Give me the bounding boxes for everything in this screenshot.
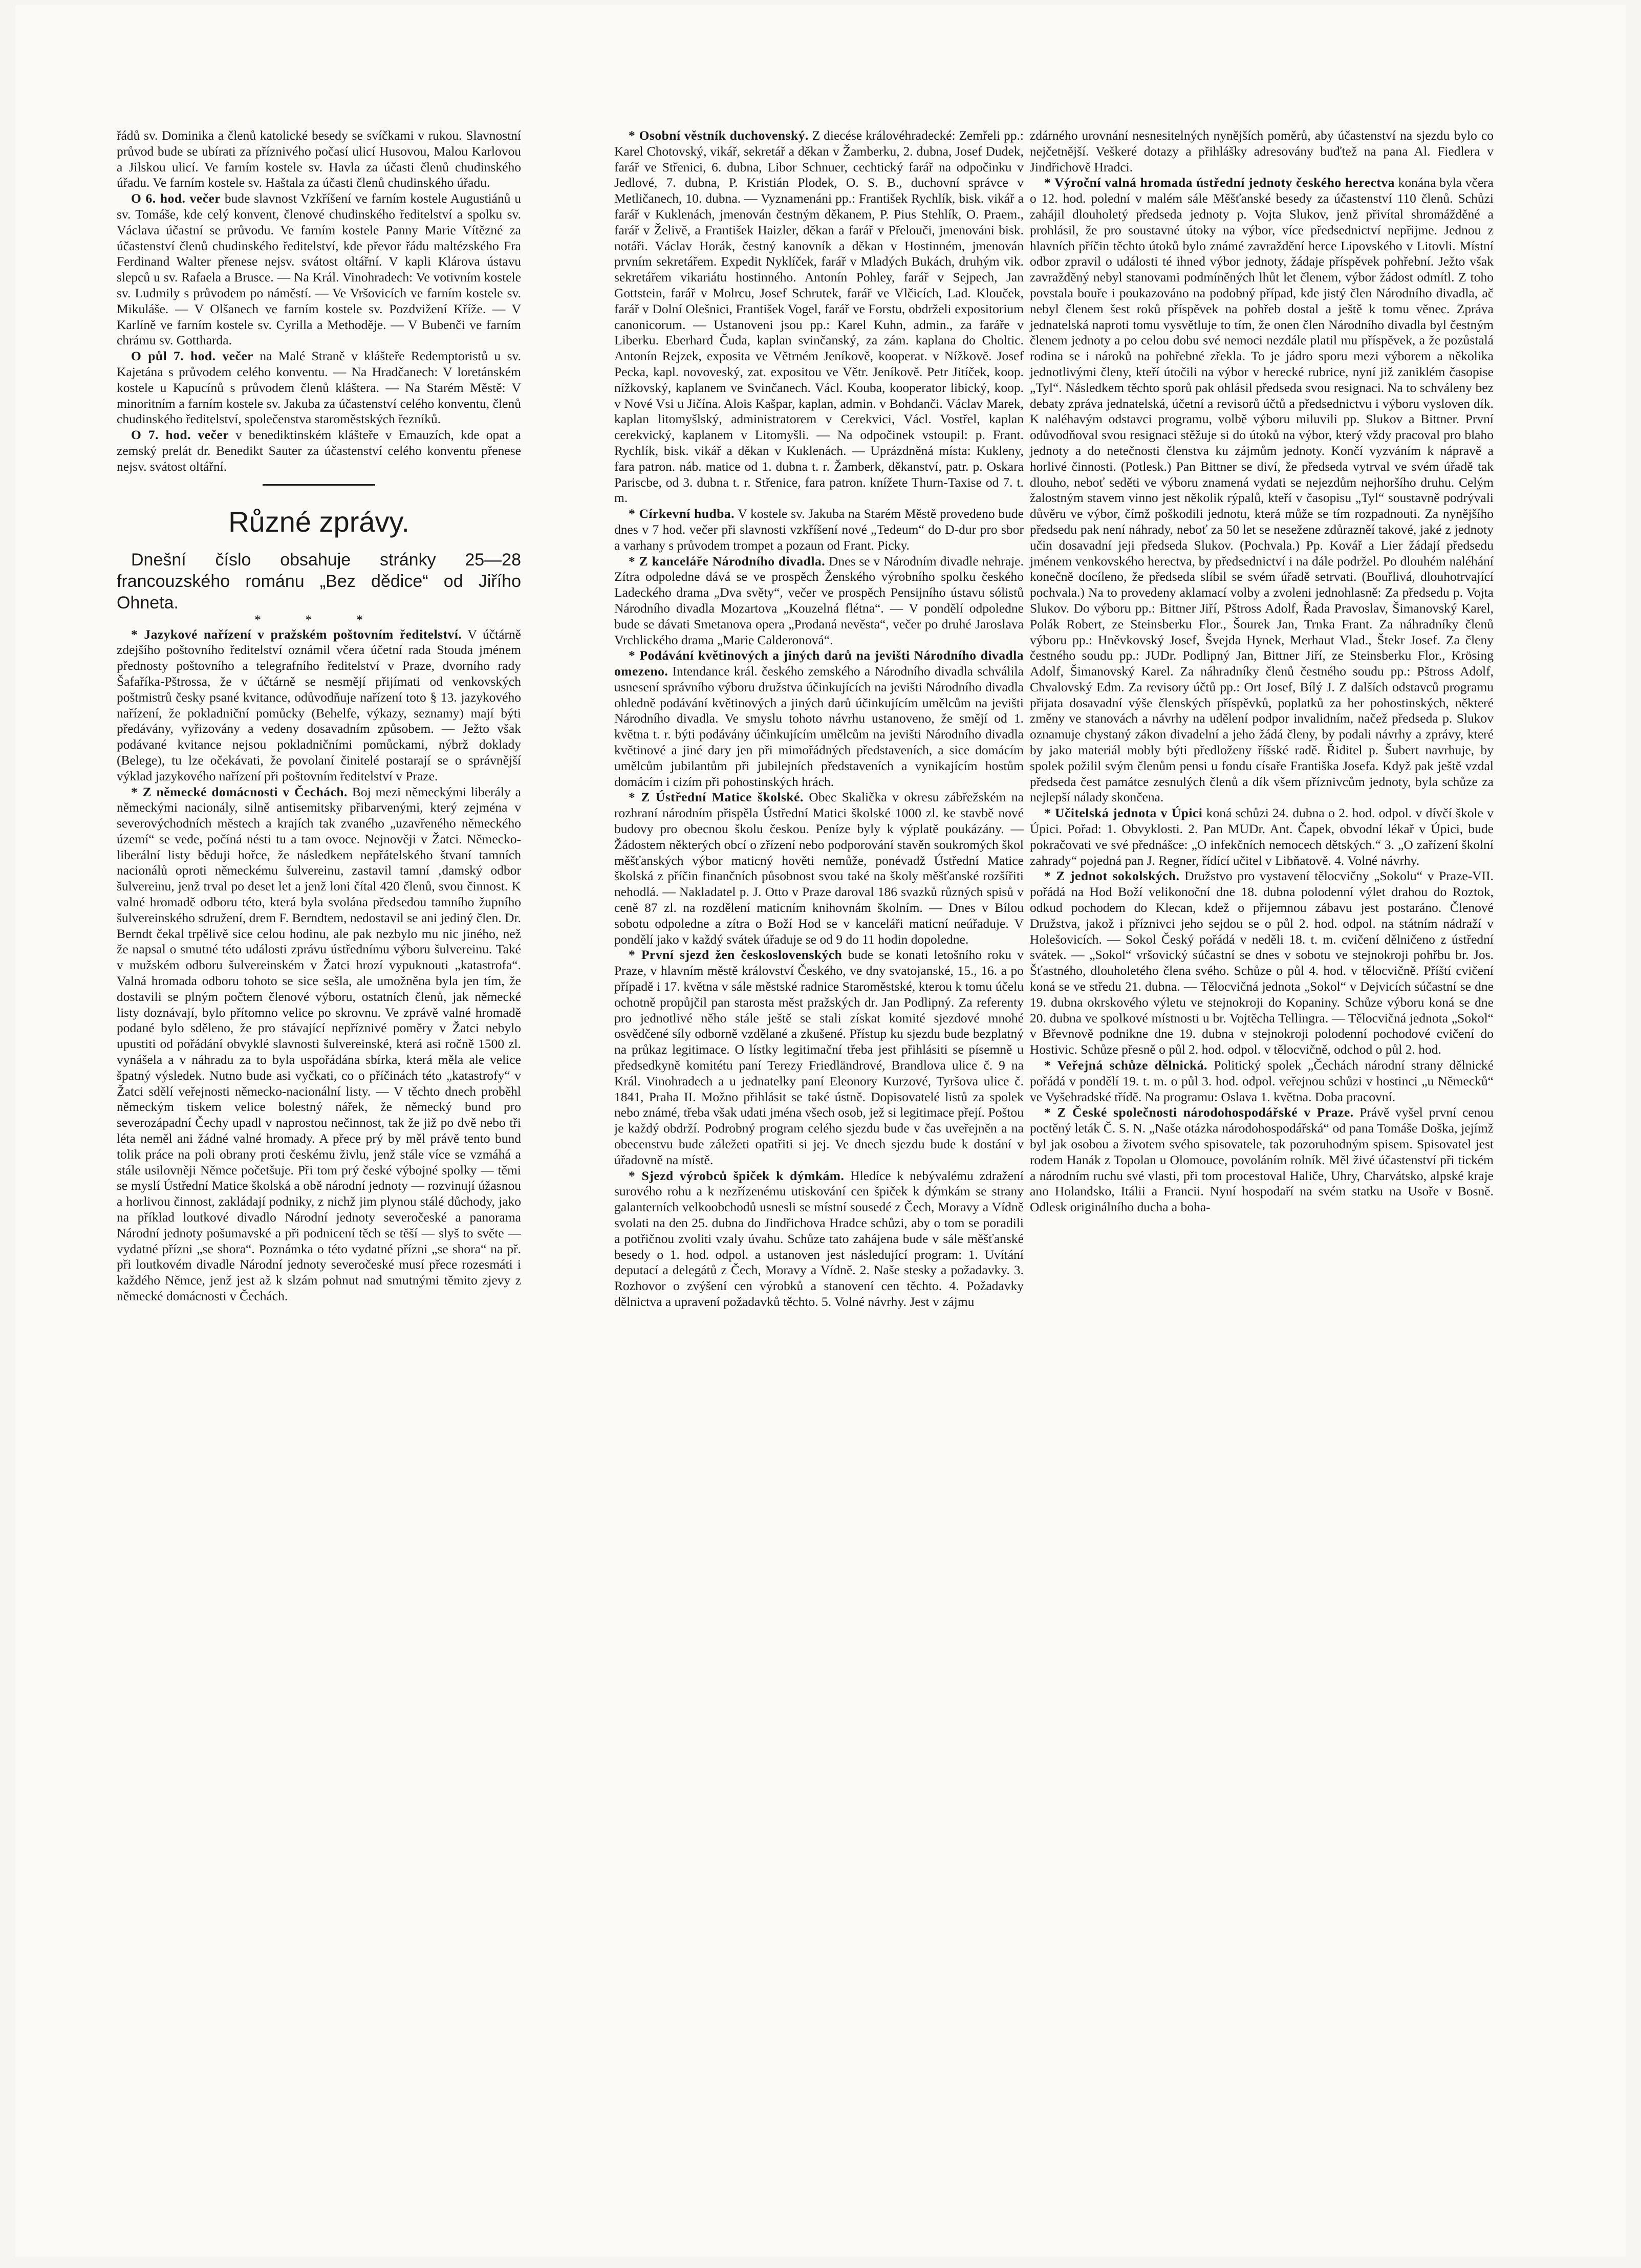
paragraph-heading: * Výroční valná hromada ústřední jednoty českého herectva — [1044, 175, 1395, 190]
paragraph-heading: * Osobní věstník duchovenský. — [629, 128, 809, 143]
paragraph-heading: * Z německé domácnosti v Čechách. — [131, 784, 348, 799]
paragraph-heading: * Podávání květinových a jiných darů na jevišti Národního divadla omezeno. — [614, 648, 1024, 679]
paragraph-heading: * Veřejná schůze dělnická. — [1044, 1058, 1207, 1073]
section-title: Různé zprávy. — [228, 505, 409, 538]
lead-paragraph: Dnešní číslo obsahuje stránky 25—28 francouzského románu „Bez dědice“ od Jiřího Ohneta. — [117, 550, 521, 613]
paragraph-heading: * Církevní hudba. — [629, 506, 735, 521]
paragraph-heading: * Učitelská jednota v Úpici — [1044, 805, 1203, 821]
paragraph: * Z kanceláře Národního divadla. Dnes se v Národním divadle nehraje. Zítra odpoledne dává se ve prospěch Ženského výrobního spolku českého Ladeckého drama „Dva světy“, večer ve prospěch Pensijního ústavu sólistů Národního divadla Mozartova „Kouzelná flétna“. — V pondělí odpoledne bude se dávati Smetanova opera „Prodaná nevěsta“, večer po druhé Jaroslava Vrchlického drama „Marie Calderonová“. — [614, 553, 1024, 647]
divider — [263, 484, 375, 486]
paragraph-heading: * První sjezd žen československých — [629, 947, 843, 963]
paragraph-heading: O 7. hod. večer — [131, 427, 229, 443]
paragraph: * Veřejná schůze dělnická. Politický spolek „Čechách národní strany dělnické pořádá v pondělí 19. t. m. o půl 3. hod. odpol. veřejnou schůzi v hostinci „u Německů“ ve Vyšehradské třídě. Na programu: Oslava 1. května. Doba pracovní. — [1030, 1058, 1494, 1104]
paragraph: * První sjezd žen československých bude se konati letošního roku v Praze, v hlavním městě království Českého, ve dny svatojanské, 15., 16. a po případě i 17. května v sále městské radnice Staroměstské, kterou k tomu účelu ochotně propůjčil pan starosta měst pražských dr. Jan Podlipný. Za referenty pro jednotlivé něho stále ještě se stali získat komité sjezdové mnohé osvědčené síly odborně vzdělané a zkušené. Přístup ku sjezdu bude bezplatný na průkaz legitimace. O lístky legitimační třeba jest přihlásiti se písemně u předsedkyně komitétu paní Terezy Friedländrové, Brandlova ulice č. 9 na Král. Vinohradech a u jednatelky paní Eleonory Kurzové, Tyršova ulice č. 1841, Praha II. Možno přihlásit se také ústně. Dopisovatelé listů za spolek nebo známé, třeba však udati jména všech osob, jež si legitimace přejí. Poštou je každý obdrží. Podrobný program celého sjezdu bude v čas uveřejněn a na obecenstvu bude záležeti opatřiti si jej. Ve dnech sjezdu bude k dostání v úřadovně na místě. — [614, 947, 1024, 1167]
paragraph-heading: * Z jednot sokolských. — [1044, 868, 1180, 884]
column-left — [117, 128, 521, 1304]
paragraph: * Církevní hudba. V kostele sv. Jakuba na Starém Městě provedeno bude dnes v 7 hod. večer při slavnosti vzkříšení nové „Tedeum“ do D-dur pro sbor a varhany s průvodem trompet a pozaun od Frant. Picky. — [614, 506, 1024, 553]
separator-stars: * * * — [254, 612, 383, 627]
paragraph-heading: * Jazykové nařízení v pražském poštovním ředitelství. — [131, 626, 462, 642]
paragraph: * Osobní věstník duchovenský. Z diecése královéhradecké: Zemřeli pp.: Karel Chotovský, vikář, sekretář a děkan v Žamberku, 2. dubna, Josef Dudek, farář ve Střenici, 6. dubna, Libor Schnuer, cechtický farář na odpočinku v Jedlové, 7. dubna, P. Kristián Plodek, O. S. B., duchovní správce v Metličanech, 10. dubna. — Vyznamenáni pp.: František Rychlík, bisk. vikář a farář v Kuklenách, jmenován čestným děkanem, P. Pius Stehlík, O. Praem., farář v Želivě, a František Haizler, děkan a farář v Přelouči, jmenováni bisk. notáři. Václav Horák, čestný kanovník a děkan v Hostinném, jmenován prvním sekretářem. Expedit Nyklíček, farář v Mladých Bukách, druhým vik. sekretářem vikariátu hostinného. Antonín Pohley, farář v Sejpech, Jan Gottstein, farář v Molrcu, Josef Schrutek, farář ve Vlčicích, Lad. Klouček, farář v Dolní Olešnici, František Vogel, farář ve Forstu, obdrželi expositorium canonicorum. — Ustanoveni jsou pp.: Karel Kuhn, admin., za faráře v Liberku. Eberhard Čuda, kaplan svinčanský, za zám. kaplana do Choltic. Antonín Rejzek, exposita ve Větrném Jeníkově, kooperat. v Nížkově. Josef Pecka, kapl. novoveský, zat. expositou ve Větr. Jeníkově. Petr Jitíček, koop. nížkovský, kaplanem ve Svinčanech. Václ. Kouba, kooperator libický, koop. v Nové Vsi u Jičína. Alois Kašpar, kaplan, admin. v Bohdanči. Václav Marek, kaplan litomyšlský, administratorem v Cerekvici, Václ. Vostřel, kaplan cerekvický, kaplanem v Litomyšli. — Na odpočinek vstoupil: p. Frant. Rychlík, bisk. vikář a děkan v Kuklenách. — Uprázdněná místa: Kukleny, fara patron. náb. matice od 1. dubna t. r. Žamberk, děkanství, patr. p. Oskara Pariscbe, od 3. dubna t. r. Střenice, fara patron. knížete Thurn-Taxise od 7. t. m. — [614, 128, 1024, 506]
paragraph: řádů sv. Dominika a členů katolické besedy se svíčkami v rukou. Slavnostní průvod bude se ubírati za příznivého počasí ulicí Husovou, Malou Karlovou a Jilskou ulicí. Ve farním kostele sv. Havla za účasti členů chudinského úřadu. Ve farním kostele sv. Haštala za účasti členů chudinského úřadu. — [117, 128, 521, 190]
paragraph: O 6. hod. večer bude slavnost Vzkříšení ve farním kostele Augustiánů u sv. Tomáše, kde celý konvent, členové chudinského ředitelství a spolku sv. Václava účastní se průvodu. Ve farním kostele Panny Marie Vítězné za účastenství členů chudinského ředitelství, kde převor řádu maltézského Fra Ferdinand Walter přenese nejsv. svátost oltářní. V kapli Klárova ústavu slepců u sv. Rafaela a Brusce. — Na Král. Vinohradech: Ve votivním kostele sv. Ludmily s průvodem po náměstí. — Ve Vršovicích ve farním kostele sv. Mikuláše. — V Olšanech ve farním kostele sv. Pozdvižení Kříže. — V Karlíně ve farním kostele sv. Cyrilla a Methoděje. — V Bubenči ve farním chrámu sv. Gottharda. — [117, 191, 521, 348]
paragraph-heading: * Z kanceláře Národního divadla. — [629, 553, 826, 569]
paragraph: * Sjezd výrobců špiček k dýmkám. Hledíce k nebývalému zdražení surového rohu a k nezřízenému utiskování cen špiček k dýmkám se strany galanterních velkoobchodů usnesli se místní sousedé z Čech, Moravy a Vídně svolati na den 25. dubna do Jindřichova Hradce schůzi, aby o tom se poradili a potřičnou zvoliti vzaly úvahu. Schůze tato zahájena bude v sále měšťanské besedy o 1. hod. odpol. a ustanoven jest následující program: 1. Uvítání deputací a delegátů z Čech, Moravy a Vídně. 2. Naše stesky a požadavky. 3. Rozhovor o zvýšení cen výrobků a stanovení cen těchto. 4. Požadavky dělnictva a upravení požadavků těchto. 5. Volné návrhy. Jest v zájmu — [614, 1168, 1024, 1309]
paragraph-heading: * Z Ústřední Matice školské. — [629, 790, 804, 805]
paragraph: * Z České společnosti národohospodářské v Praze. Právě vyšel první cenou poctěný leták Č. S. N. „Naše otázka národohospodářská“ od pana Tomáše Doška, jejímž byl jak osobou a životem svého spisovatele, tak pozoruhodným spisem. Spisovatel jest rodem Hanák z Topolan u Olomouce, povoláním rolník. Měl živé účastenství při tickém a národním ruchu své vlasti, při tom procestoval Haliče, Uhry, Charvátsko, alpské kraje ano Holandsko, Itálii a Francii. Nyní hospodaří na svém statku na Usoře v Bosně. Odlesk originálního ducha a boha- — [1030, 1105, 1494, 1215]
paragraph: * Z německé domácnosti v Čechách. Boj mezi německými liberály a německými nacionály, silně antisemitsky přibarvenými, který zejména v severovýchodních městech a krajích tak zvaného „uzavřeného německého území“ se vede, počíná nésti tu a tam ovoce. Nejnověji v Žatci. Německo-liberální listy běduji hořce, že následkem nepřátelského štvaní tamních nacionálů oproti německému šulvereinu, zastavil tamní ‚damský odbor šulvereinu, jenž trval po deset let a jenž loni čítal 420 členů, svou činnost. K valné hromadě odboru této, která byla svolána předsedou tamního župního šulvereinského sdružení, drem F. Berndtem, nedostavil se ani jediný člen. Dr. Berndt čekal trpělivě sice celou hodinu, ale pak nezbylo mu nic jiného, než že napsal o smutné této události zprávu ústřednímu výboru šulvereinu. Také v mužském odboru šulvereinském v Žatci hrozí vypuknouti „katastrofa“. Valná hromada odboru tohoto se sice sešla, ale umožněna byla jen tím, že dostavili se plným počtem členové výboru, ostatních členů, jak německé listy doznávají, bylo přítomno velice po skrovnu. Ve zprávě valné hromadě podané bylo sděleno, že pro stávající nepříznivé poměry v Žatci nebylo upustiti od pořádání obvyklé slavnosti šulvereinské, která asi ročně 1500 zl. vynášela a v náhradu za to byla uspořádána sbírka, která měla ale velice špatný výsledek. Nutno bude asi vyčkati, co o příčinách této „katastrofy“ v Žatci sdělí veřejnosti německo-nacionální listy. — V těchto dnech proběhl německým tiskem velice bolestný nářek, že německý bund pro severozápadní Čechy upadl v naprostou nečinnost, tak že již po dvě nebo tři léta neměl ani žádné valné hromady. A přece prý by měl právě tento bund tolik práce na poli obrany proti českému živlu, jenž stále více se vzmáhá a stále usilovněji Němce početšuje. Při tom prý české výbojné spolky — těmi se myslí Ústřední Matice školská a obě národní jednoty — rozvinují úžasnou a horlivou činnost, zakládají podniky, z nichž jim plynou stálé důchody, jako na příklad loutkové divadlo Národní jednoty severočeské a panorama Národní jednoty pošumavské a při podnicení těch se těší — slyš to světe — vydatné přízni „se shora“. Poznámka o této vydatné přízni „se shora“ na př. při loutkovém divadle Národní jednoty severočeské musí přece rozesmáti i každého Němce, jenž jest až k slzám pohnut nad smutnými těmito zjevy z německé domácnosti v Čechách. — [117, 784, 522, 1303]
paragraph: zdárného urovnání nesnesitelných nynějších poměrů, aby účastenství na sjezdu bylo co nejčetnější. Veškeré dotazy a přihlášky adresovány buďtež na pana Al. Fiedlera v Jindřichově Hradci. — [1030, 128, 1494, 175]
paragraph: O půl 7. hod. večer na Malé Straně v klášteře Redemptoristů u sv. Kajetána s průvodem celého konventu. — Na Hradčanech: V loretánském kostele u Kapucínů s průvodem členů kláštera. — Na Starém Městě: V minoritním a farním kostele sv. Jakuba za účastenství celého konventu, členů chudinského ředitelství, společenstva staroměstských řezníků. — [117, 348, 521, 427]
column-right — [1030, 128, 1494, 1215]
paragraph-heading: * Z České společnosti národohospodářské v Praze. — [1044, 1105, 1354, 1120]
paragraph-heading: * Sjezd výrobců špiček k dýmkám. — [629, 1168, 845, 1183]
paragraph: * Učitelská jednota v Úpici koná schůzi 24. dubna o 2. hod. odpol. v dívčí škole v Úpici. Pořad: 1. Obvyklosti. 2. Pan MUDr. Ant. Čapek, obvodní lékař v Úpici, bude pokračovati ve své přednášce: „O infekčních nemocech dětských.“ 3. „O zařízení školní zahrady“ pojedná pan J. Regner, řídící učitel v Libňatově. 4. Volné návrhy. — [1030, 805, 1494, 868]
paragraph: O 7. hod. večer v benediktinském klášteře v Emauzích, kde opat a zemský prelát dr. Benedikt Sauter za účastenství celého konventu přenese nejsv. svátost oltářní. — [117, 427, 521, 474]
column-middle — [614, 128, 1024, 1310]
paragraph: * Z Ústřední Matice školské. Obec Skalička v okresu zábřežském na rozhraní národním přispěla Ústřední Matici školské 1000 zl. ke stavbě nové budovy pro obecnou školu českou. Peníze byly k výplatě poukázány. — Žádostem některých obcí o zřízení nebo podporování stavěn soukromých škol měšťanských výbor maticný hověti nemůže, ponévadž Ústřední Matice školská z příčin finančních působnost svou také na školy měšťanské rozšířiti nehodlá. — Nakladatel p. J. Otto v Praze daroval 186 svazků různých spisů v ceně 87 zl. na rozdělení maticním knihovnám školním. — Dnes v Bílou sobotu odpoledne a zítra o Boží Hod se v kanceláři maticní neúřaduje. V pondělí jako v každý svátek úřaduje se od 9 do 11 hodin dopoledne. — [614, 790, 1024, 947]
paragraph: * Z jednot sokolských. Družstvo pro vystavení tělocvičny „Sokolu“ v Praze-VII. pořádá na Hod Boží velikonoční dne 18. dubna polodenní výlet drahou do Roztok, odkud pochodem do Klecan, kdež o přijemnou zábavu jest postaráno. Členové Družstva, jakož i příznivci jeho sejdou se o půl 2. hod. odpol. na státním nádraží v Holešovicích. — Sokol Český pořádá v neděli 18. t. m. cvičení dělničeno z ústřední svátek. — „Sokol“ vršovický súčastní se dnes v sobotu ve stejnokroji pohřbu br. Jos. Šťastného, dlouholetého člena svého. Schůze o půl 4. hod. v tělocvičně. Příští cvičení koná se ve středu 21. dubna. — Tělocvičná jednota „Sokol“ v Dejvicích súčastní se dne 19. dubna okrskového výletu ve stejnokroji do Kopaniny. Schůze výboru koná se dne 20. dubna ve spolkové místnosti u br. Vojtěcha Tellingra. — Tělocvičná jednota „Sokol“ v Břevnově podnikne dne 19. dubna v stejnokroji polodenní pochodové cvičení do Hostivic. Schůze přesně o půl 2. hod. odpol. v tělocvičně, odchod o půl 2. hod. — [1030, 868, 1494, 1057]
paragraph: * Výroční valná hromada ústřední jednoty českého herectva konána byla včera o 12. hod. polední v malém sále Měšťanské besedy za účastenství 110 členů. Schůzi zahájil dlouholetý předseda jednoty p. Vojta Slukov, jenž přivítal shromážděné a prohlásil, že pro soustavné útoky na výbor, více předsednictví nepřijme. Jednou z hlavních příčin těchto útoků bylo známé zavraždění herce Lipovského v Litovli. Místní odbor zpravil o události té ihned výbor jednoty, žádaje příspěvek pohřební. Ježto však zavražděný nebyl stanovami podmíněných lhůt let členem, výbor žádost odmítl. Z toho povstala bouře i poukazováno na podobný případ, kde jistý člen Národního divadla, ač nebyl členem šest roků příspěvek na pohřeb dostal a ještě k tomu věnec. Zpráva jednatelská naproti tomu vysvětluje to tím, že onen člen Národního divadla byl čestným členem jednoty a po celou dobu své nemoci nezdále platil mu příspěvek, a že pozůstalá rodina se i nároků na pohřebné zřekla. To je jádro sporu mezi výborem a několika jednotlivými členy, kteří útočili na výbor v herecké rubrice, nyní již zaniklém časopise „Tyl“. Následkem těchto sporů pak ohlásil předseda svou resignaci. Na to schváleny bez debaty zpráva jednatelská, účetní a revisorů účtů a předsednictvu i výboru vysloven dík. K naléhavým odstavci programu, volbě výboru miluvili pp. Slukov a Bittner. První odůvodňoval svou resignaci stěžuje si do útoků na výbor, který vždy pracoval pro blaho jednoty a do netečnosti členstva ku zájmům jednoty. Končí vyzváním k nápravě a horlivé činnosti. (Potlesk.) Pan Bittner se diví, že předseda vytrval ve svém úřadě tak dlouho, neboť seděti ve výboru znamená vydati se nejezdům nejhoršího druhu. Celým žalostným stavem vinno jest několik rýpalů, kteří v časopisu „Tyl“ soustavně podrývali důvěru ve výbor, čímž poškodili jednotu, která může se tím rozpadnouti. Za nynějšího předsedu pak není náhrady, neboť za 50 let se nesežene zdůrazněí takové, jaké z jednoty učin dosavadní jeji předseda Slukov. (Pochvala.) Pp. Kovář a Lier žádají předsedu jménem venkovského herectva, by předsednictví i na dále podržel. Po dlouhém naléhání konečně docíleno, že předseda slíbil se svém úřadě setrvati. (Bouřlivá, dlouhotrvající pochvala.) Na to provedeny aklamací volby a zvoleni jednohlasně: Za předsedu p. Vojta Slukov. Do výboru pp.: Bittner Jiří, Pštross Adolf, Řada Pravoslav, Šimanovský Karel, Polák Robert, ze Steinsberku Flor., Šourek Jan, Trnka Frant. Za náhradníky členů výboru pp.: Hněvkovský Josef, Švejda Hynek, Merhaut Vlad., Štekr Josef. Za členy čestného soudu pp.: JUDr. Podlipný Jan, Bittner Jiří, ze Steinsberku Flor., Krösing Adolf, Šimanovský Karel. Za náhradníky členů čestného soudu pp.: Pštross Adolf, Chvalovský Edm. Za revisory účtů pp.: Ort Josef, Bílý J. Z dalších odstavců programu přijata dosavadní výše členských příspěvků, poplatků za her pohostinských, některé změny ve stanovách a návrhy na udělení podpor invalidním, načež předseda p. Slukov oznamuje chystaný zákon divadelní a jeho žádá členy, by podali návrhy a zprávy, které by jako materiál mobly býti předloženy říšské radě. Řiditel p. Šubert navrhuje, by spolek požilil svým členům pensi u fondu císaře Františka Josefa. Když pak ještě vzdal předseda čest památce zesnulých členů a dík všem příznivcům jednoty, byla schůze za nejlepší nálady skončena. — [1030, 175, 1494, 805]
paragraph: * Podávání květinových a jiných darů na jevišti Národního divadla omezeno. Intendance král. českého zemského a Národního divadla schválila usnesení správního výboru družstva účinkujících na jevišti Národního divadla ohledně podávání květinových a jiných darů účinkujícím umělcům na jevišti Národního divadla. Ve smyslu tohoto návrhu ustanoveno, že smějí od 1. května t. r. býti podávány účinkujícím umělcům na jevišti Národního divadla květinové a jiné dary jen při mimořádných představeních, a sice domácím umělcům jubilantům při jubilejních představeních a vynikajícím hostům domácím i cizím při pohostinských hrách. — [614, 648, 1024, 789]
paragraph-heading: O 6. hod. večer — [131, 191, 221, 206]
paragraph: * Jazykové nařízení v pražském poštovním ředitelství. V účtárně zdejšího poštovního ředitelství oznámil včera účetní rada Stouda jménem přednosty poštovního a telegrafního ředitelství v Praze, dvorního rady Šafaříka-Pštrossa, že v účtárně se nesmějí přijímati od venkovských poštmistrů česky psané kvitance, odůvodňuje nařízení toto § 13. jazykového nařízení, že pokladniční pomůcky (Behelfe, výkazy, seznamy) mají býti předávány, vyřizovány a vedeny dosavadním způsobem. — Ježto však podávané kvitance nejsou pokladničními pomůckami, nýbrž doklady (Belege), tu lze očekávati, že povolaní činitelé postarají se o správnější výklad jazykového nařízení při poštovním ředitelství v Praze. — [117, 626, 521, 783]
paragraph-heading: O půl 7. hod. večer — [131, 348, 253, 364]
